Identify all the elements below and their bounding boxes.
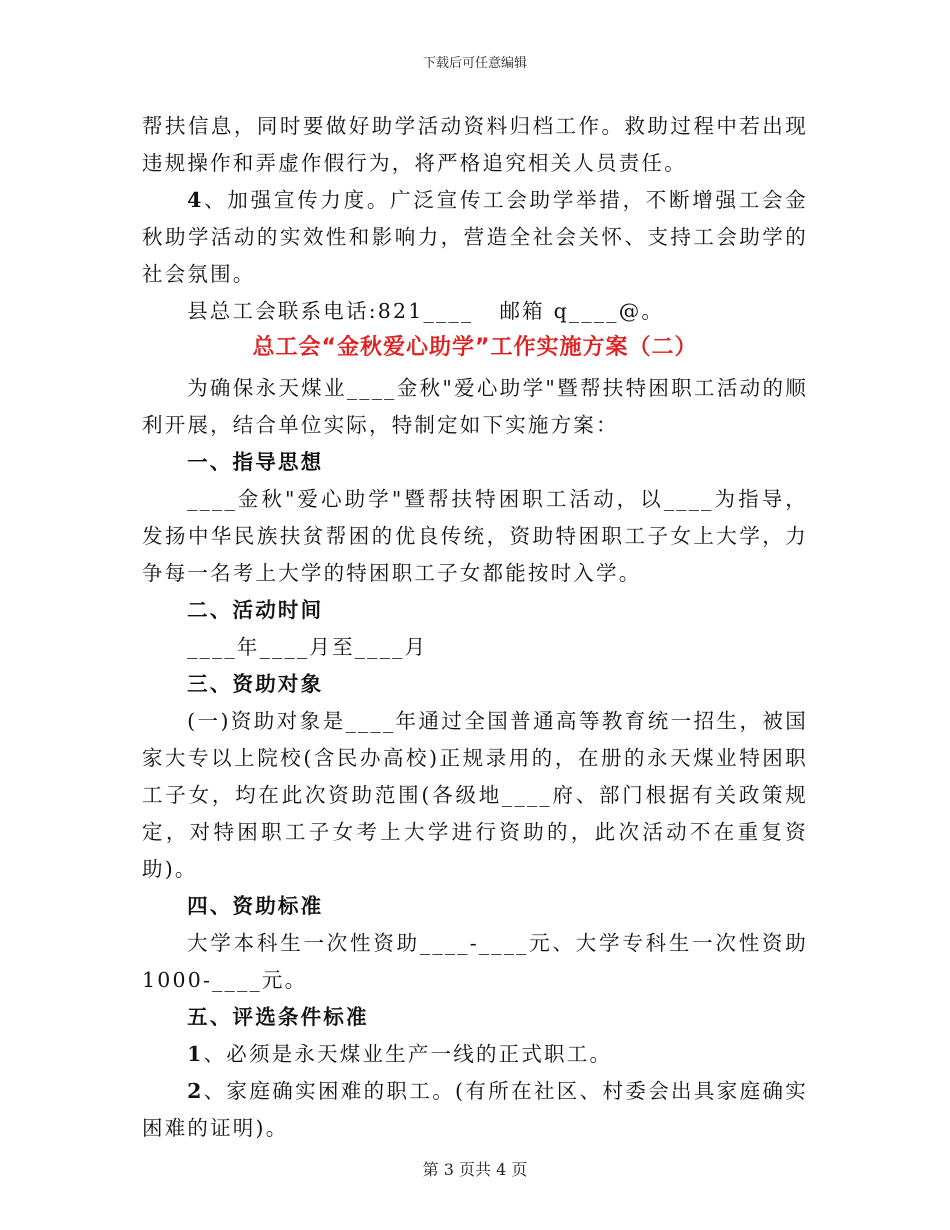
paragraph-text: 、必须是永天煤业生产一线的正式职工。: [203, 1042, 613, 1066]
contact-line: 县总工会联系电话:821____ 邮箱 q____@。: [187, 299, 665, 323]
paragraph: 帮扶信息，同时要做好助学活动资料归档工作。救助过程中若出现违规操作和弄虚作假行为，将严格追究相关人员责任。: [142, 114, 808, 175]
paragraph-text: 、家庭确实困难的职工。(有所在社区、村委会出具家庭确实困难的证明)。: [142, 1079, 808, 1140]
paragraph-text: 、加强宣传力度。广泛宣传工会助学举措，不断增强工会金秋助学活动的实效性和影响力，营造全社会关怀、支持工会助学的社会氛围。: [142, 188, 808, 286]
paragraph: [142, 1073, 808, 1147]
section-title: 总工会“金秋爱心助学”工作实施方案（二）: [252, 335, 698, 360]
paragraph: ____金秋"爱心助学"暨帮扶特困职工活动，以____为指导，发扬中华民族扶贫帮困的优良传统，资助特困职工子女上大学，力争每一名考上大学的特困职工子女都能按时入学。: [142, 487, 808, 585]
document-body: [142, 108, 808, 1147]
page-footer: 第 3 页共 4 页: [422, 1160, 528, 1179]
item-number: 2: [187, 1079, 204, 1103]
heading-selection-criteria: 五、评选条件标准: [187, 1005, 369, 1029]
paragraph: ____年____月至____月: [187, 635, 428, 659]
heading-aid-recipients: 三、资助对象: [187, 672, 324, 696]
paragraph: 大学本科生一次性资助____-____元、大学专科生一次性资助1000-____元。: [142, 931, 808, 992]
heading-guiding-thought: 一、指导思想: [187, 450, 324, 474]
page-header: 下载后可任意编辑: [422, 56, 527, 71]
paragraph: (一)资助对象是____年通过全国普通高等教育统一招生，被国家大专以上院校(含民办高校)正规录用的，在册的永天煤业特困职工子女，均在此次资助范围(各级地____府、部门根据有关政策规定，对特困职工子女考上大学进行资助的，此次活动不在重复资助)。: [142, 709, 808, 881]
paragraph: [142, 1036, 808, 1073]
item-number: 4: [187, 188, 204, 212]
item-number: 1: [187, 1042, 204, 1066]
heading-aid-standard: 四、资助标准: [187, 894, 324, 918]
heading-activity-time: 二、活动时间: [187, 598, 324, 622]
paragraph: [142, 182, 808, 293]
paragraph: 为确保永天煤业____金秋"爱心助学"暨帮扶特困职工活动的顺利开展，结合单位实际，特制定如下实施方案：: [142, 376, 808, 437]
